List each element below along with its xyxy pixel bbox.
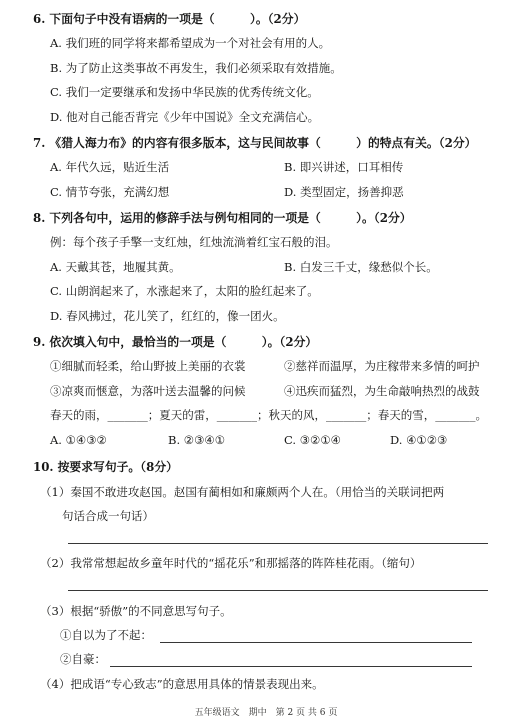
q8-option-a: A. 天戴其苍，地履其黄。 bbox=[50, 260, 181, 274]
q10-sub1-answer-line[interactable] bbox=[68, 543, 488, 544]
q7-stem: 7. 《猎人海力布》的内容有很多版本，这与民间故事（ ）的特点有关。（2分） bbox=[33, 136, 477, 150]
q6-stem: 6. 下面句子中没有语病的一项是（ ）。（2分） bbox=[33, 12, 306, 26]
q6-option-d: D. 他对自己能否背完《少年中国说》全文充满信心。 bbox=[50, 110, 320, 124]
q9-phrase-4: ④迅疾而猛烈，为生命敲响热烈的战鼓 bbox=[284, 384, 480, 398]
q7-option-a: A. 年代久远，贴近生活 bbox=[50, 160, 170, 174]
q10-sub3-b-answer-line[interactable] bbox=[110, 666, 472, 667]
q9-fill-sentence: 春天的雨，_______；夏天的雷，_______；秋天的风，_______；春天的雪，_______。 bbox=[50, 408, 487, 422]
q10-sub2-answer-line[interactable] bbox=[68, 590, 488, 591]
q9-option-b: B. ②③④① bbox=[168, 433, 226, 447]
q8-stem: 8. 下列各句中，运用的修辞手法与例句相同的一项是（ ）。（2分） bbox=[33, 211, 412, 225]
q10-sub1-line2: 句话合成一句话） bbox=[62, 509, 154, 523]
q10-sub4: （4）把成语“专心致志”的意思用具体的情景表现出来。 bbox=[40, 677, 324, 691]
q6-option-c: C. 我们一定要继承和发扬中华民族的优秀传统文化。 bbox=[50, 85, 319, 99]
q9-phrase-3: ③凉爽而惬意，为落叶送去温馨的问候 bbox=[50, 384, 246, 398]
q8-option-b: B. 白发三千丈，缘愁似个长。 bbox=[284, 260, 438, 274]
q8-option-c: C. 山朗润起来了，水涨起来了，太阳的脸红起来了。 bbox=[50, 284, 319, 298]
q10-sub3-a-label: ①自以为了不起： bbox=[60, 628, 152, 642]
q9-stem: 9. 依次填入句中，最恰当的一项是（ ）。（2分） bbox=[33, 335, 318, 349]
q9-option-d: D. ④①②③ bbox=[390, 433, 448, 447]
q6-option-b: B. 为了防止这类事故不再发生，我们必须采取有效措施。 bbox=[50, 61, 342, 75]
q10-sub1-line1: （1）秦国不敢进攻赵国。赵国有蔺相如和廉颇两个人在。（用恰当的关联词把两 bbox=[40, 485, 445, 499]
q10-sub3-a-answer-line[interactable] bbox=[160, 642, 472, 643]
q8-option-d: D. 春风拂过，花儿笑了，红红的，像一团火。 bbox=[50, 309, 285, 323]
q9-phrase-2: ②慈祥而温厚，为庄稼带来多情的呵护 bbox=[284, 359, 480, 373]
q8-example: 例：每个孩子手擎一支红烛，红烛流淌着红宝石般的泪。 bbox=[50, 235, 338, 249]
q7-option-c: C. 情节夸张，充满幻想 bbox=[50, 185, 170, 199]
q9-option-a: A. ①④③② bbox=[50, 433, 107, 447]
q10-sub2: （2）我常常想起故乡童年时代的“摇花乐”和那摇落的阵阵桂花雨。（缩句） bbox=[40, 556, 422, 570]
q7-option-b: B. 即兴讲述，口耳相传 bbox=[284, 160, 404, 174]
q10-sub3: （3）根据“骄傲”的不同意思写句子。 bbox=[40, 604, 232, 618]
q9-phrase-1: ①细腻而轻柔，给山野披上美丽的衣裳 bbox=[50, 359, 246, 373]
q10-sub3-b-label: ②自豪： bbox=[60, 652, 106, 666]
q7-option-d: D. 类型固定，扬善抑恶 bbox=[284, 185, 404, 199]
q9-option-c: C. ③②①④ bbox=[284, 433, 341, 447]
q6-option-a: A. 我们班的同学将来都希望成为一个对社会有用的人。 bbox=[50, 36, 331, 50]
q10-stem: 10. 按要求写句子。（8分） bbox=[33, 460, 178, 474]
page-footer: 五年级语文 期中 第 2 页 共 6 页 bbox=[194, 708, 338, 718]
